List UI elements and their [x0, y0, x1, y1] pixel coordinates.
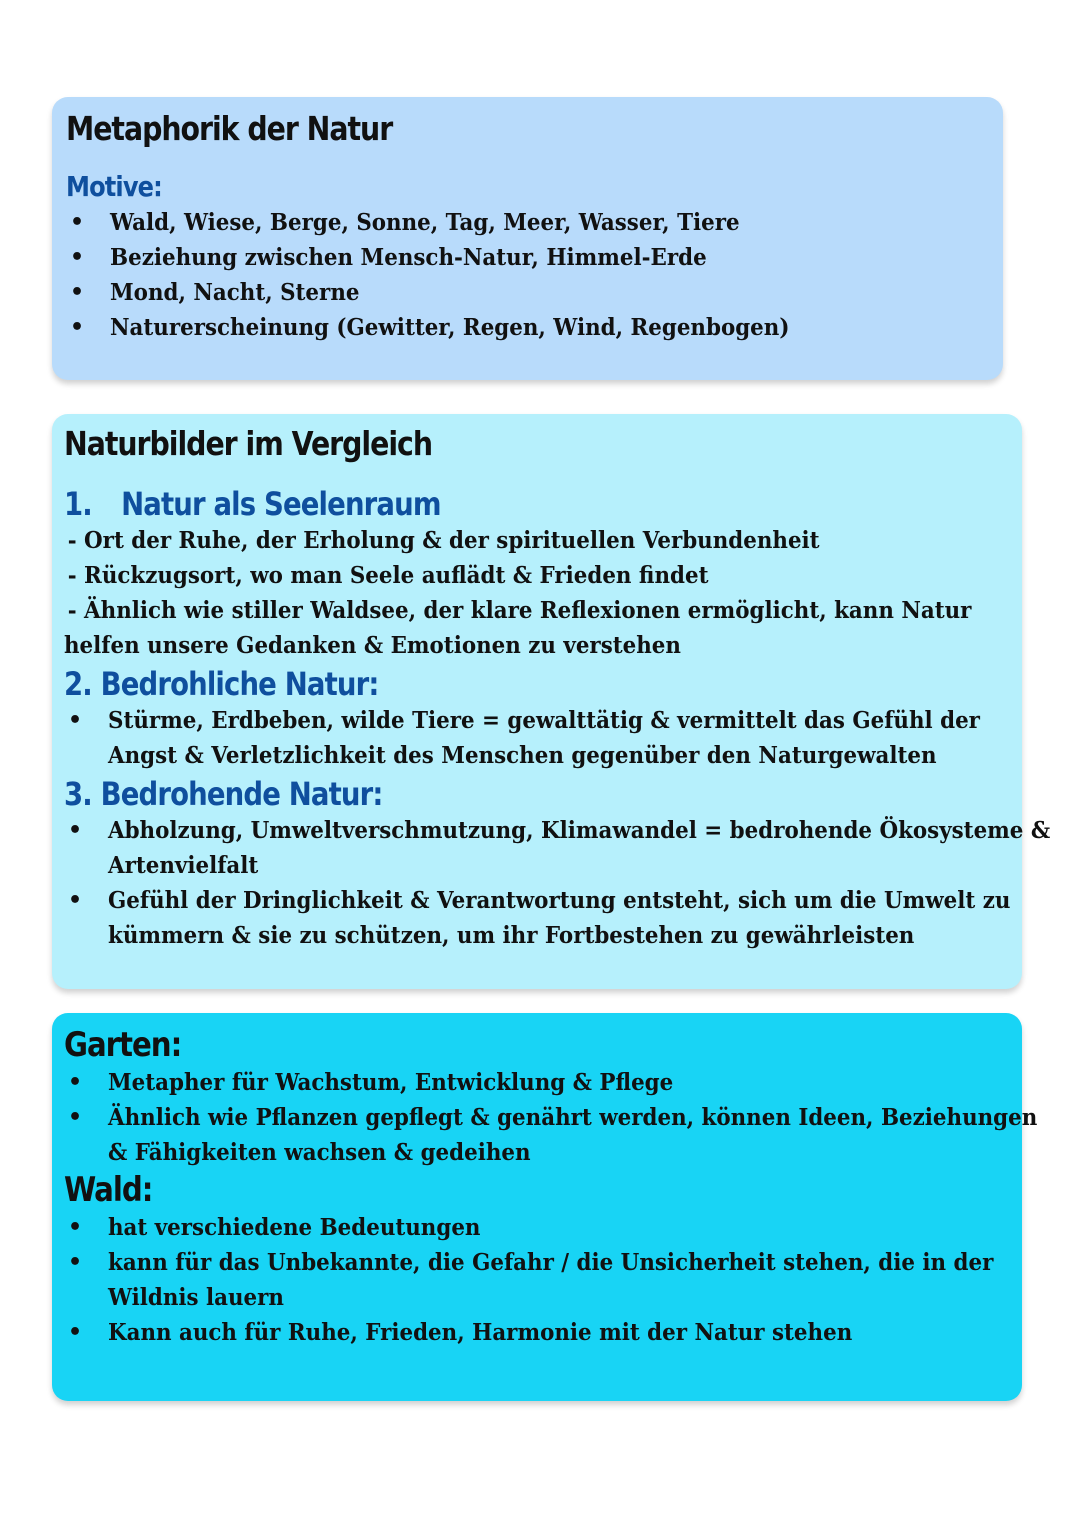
bullet-icon: •	[68, 708, 83, 733]
section-heading-bedrohend: 3. Bedrohende Natur:	[64, 775, 383, 813]
list-item: • hat verschiedene Bedeutungen	[64, 1210, 1010, 1245]
bullet-icon: •	[70, 245, 85, 270]
bullet-icon: •	[68, 818, 83, 843]
garten-wald-card	[52, 1013, 1038, 1401]
bullet-icon: •	[68, 1070, 83, 1095]
list-item: • kann für das Unbekannte, die Gefahr / die Unsicherheit stehen, die in der Wildnis lauern	[64, 1245, 1010, 1315]
list-item: • Kann auch für Ruhe, Frieden, Harmonie mit der Natur stehen	[64, 1315, 1010, 1350]
seelenraum-text	[64, 523, 1010, 663]
motive-heading: Motive:	[66, 170, 162, 203]
wald-list	[64, 1210, 1010, 1350]
list-item: • Wald, Wiese, Berge, Sonne, Tag, Meer, Wasser, Tiere	[66, 205, 989, 240]
list-item: • Gefühl der Dringlichkeit & Verantwortung entsteht, sich um die Umwelt zu kümmern & sie zu schützen, um ihr Fortbestehen zu gewährleisten	[64, 883, 1010, 953]
text-line: - Rückzugsort, wo man Seele auflädt & Frieden findet	[67, 562, 709, 589]
motive-card	[52, 97, 1003, 380]
list-item: • Abholzung, Umweltverschmutzung, Klimawandel = bedrohende Ökosysteme & Artenvielfalt	[64, 813, 1010, 883]
list-item: • Naturerscheinung (Gewitter, Regen, Wind, Regenbogen)	[66, 310, 989, 345]
section-heading-bedrohlich: 2. Bedrohliche Natur:	[64, 665, 379, 703]
section-heading-seelenraum	[64, 485, 878, 523]
section-title: Natur als Seelenraum	[121, 485, 441, 523]
card-title-metaphorik: Metaphorik der Natur	[66, 109, 393, 148]
bullet-icon: •	[68, 1105, 83, 1130]
garten-heading: Garten:	[64, 1025, 182, 1065]
motive-list	[66, 205, 989, 345]
text-line: - Ort der Ruhe, der Erholung & der spirituellen Verbundenheit	[67, 527, 820, 554]
bedrohlich-list	[64, 703, 1010, 773]
naturbilder-card	[52, 414, 1051, 989]
garten-list	[64, 1065, 1038, 1170]
bullet-icon: •	[68, 1250, 83, 1275]
bullet-icon: •	[70, 210, 85, 235]
card-title-naturbilder: Naturbilder im Vergleich	[64, 424, 432, 463]
list-item: • Ähnlich wie Pflanzen gepflegt & genährt werden, können Ideen, Beziehungen & Fähigkeiten wachsen & gedeihen	[64, 1100, 1010, 1170]
bullet-icon: •	[70, 280, 85, 305]
text-line: - Ähnlich wie stiller Waldsee, der klare Reflexionen ermöglicht, kann Natur	[67, 597, 972, 624]
section-number: 1.	[64, 485, 92, 523]
bullet-icon: •	[70, 315, 85, 340]
list-item: • Stürme, Erdbeben, wilde Tiere = gewalttätig & vermittelt das Gefühl der Angst & Verletzlichkeit des Menschen gegenüber den Naturgewalten	[64, 703, 1010, 773]
wald-heading: Wald:	[64, 1170, 153, 1210]
text-line: helfen unsere Gedanken & Emotionen zu verstehen	[64, 632, 681, 659]
bullet-icon: •	[68, 1215, 83, 1240]
list-item: • Mond, Nacht, Sterne	[66, 275, 989, 310]
list-item: • Metapher für Wachstum, Entwicklung & Pflege	[64, 1065, 1010, 1100]
bullet-icon: •	[68, 888, 83, 913]
bullet-icon: •	[68, 1320, 83, 1345]
list-item: • Beziehung zwischen Mensch-Natur, Himmel-Erde	[66, 240, 989, 275]
bedrohend-list	[64, 813, 1051, 953]
